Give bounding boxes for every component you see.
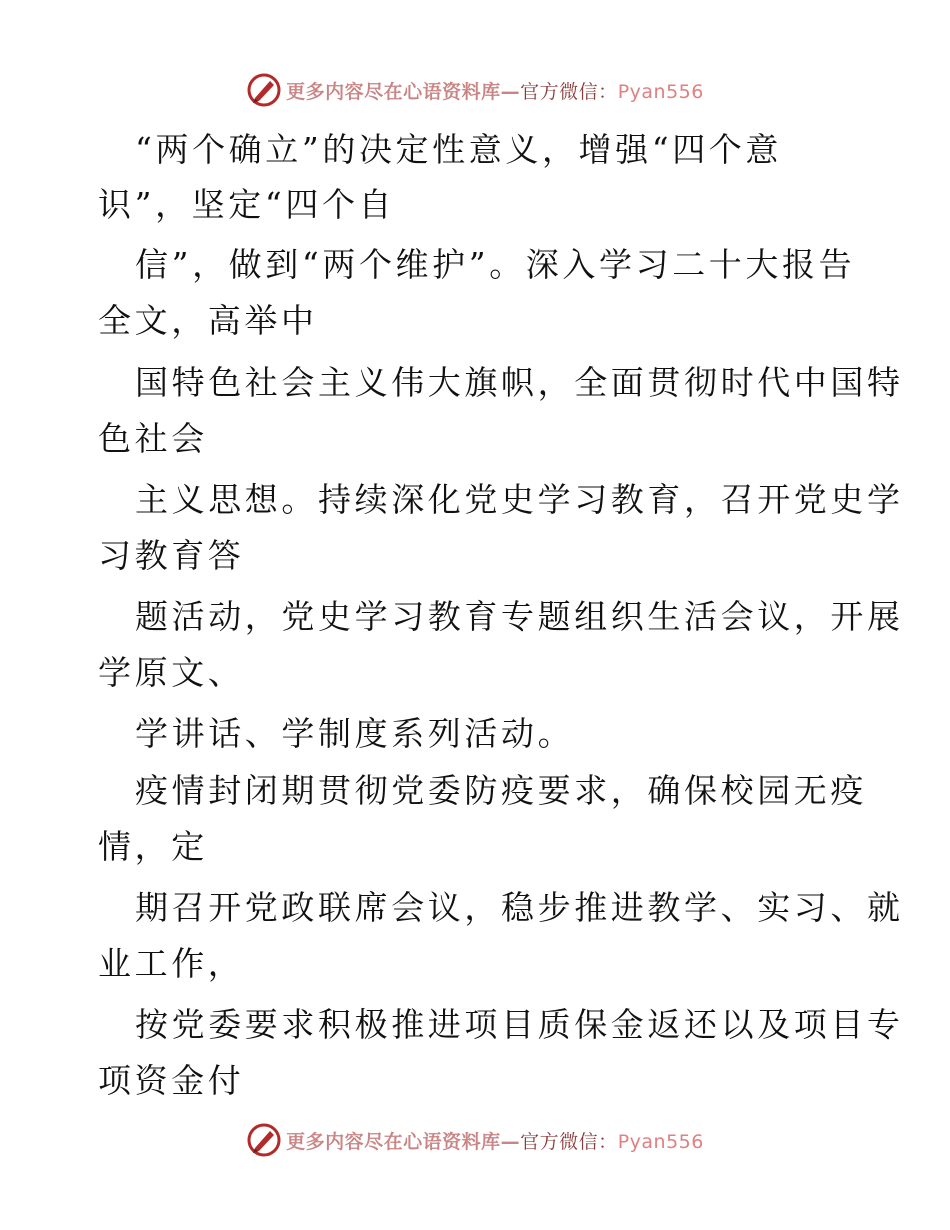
text-line: 项资金付 [98, 1061, 245, 1100]
text-line: 情，定 [98, 827, 208, 866]
banner-separator: — [500, 1130, 521, 1153]
text-line: 国特色社会主义伟大旗帜，全面贯彻时代中国特 [135, 363, 904, 402]
text-line: 期召开党政联席会议，稳步推进教学、实习、就 [135, 888, 904, 927]
banner-wechat-label: 官方微信： [520, 80, 618, 103]
text-line: 识”，坚定“四个自 [98, 185, 396, 224]
text-line: 题活动，党史学习教育专题组织生活会议，开展 [135, 597, 904, 636]
text-line: 疫情封闭期贯彻党委防疫要求，确保校园无疫 [135, 771, 867, 810]
banner-wechat-id: Pyan556 [617, 80, 704, 103]
text-line: “两个确立”的决定性意义，增强“四个意 [135, 130, 783, 169]
banner-library-text: 更多内容尽在心语资料库 [286, 1130, 501, 1153]
banner-wechat-label: 官方微信： [520, 1130, 618, 1153]
text-line: 学原文、 [98, 653, 245, 692]
text-line: 色社会 [98, 419, 208, 458]
text-line: 学讲话、学制度系列活动。 [135, 714, 575, 753]
text-line: 主义思想。持续深化党史学习教育，召开党史学 [135, 480, 904, 519]
banner-wechat-id: Pyan556 [617, 1130, 704, 1153]
text-line: 业工作， [98, 944, 245, 983]
footer-watermark-banner [0, 1120, 950, 1160]
banner-separator: — [500, 80, 521, 103]
text-line: 按党委要求积极推进项目质保金返还以及项目专 [135, 1005, 904, 1044]
text-line: 全文，高举中 [98, 301, 318, 340]
banner-library-text: 更多内容尽在心语资料库 [286, 80, 501, 103]
pen-logo-icon [246, 1122, 282, 1158]
text-line: 习教育答 [98, 536, 245, 575]
banner-text [286, 1127, 704, 1154]
text-line: 信”，做到“两个维护”。深入学习二十大报告 [135, 245, 856, 284]
